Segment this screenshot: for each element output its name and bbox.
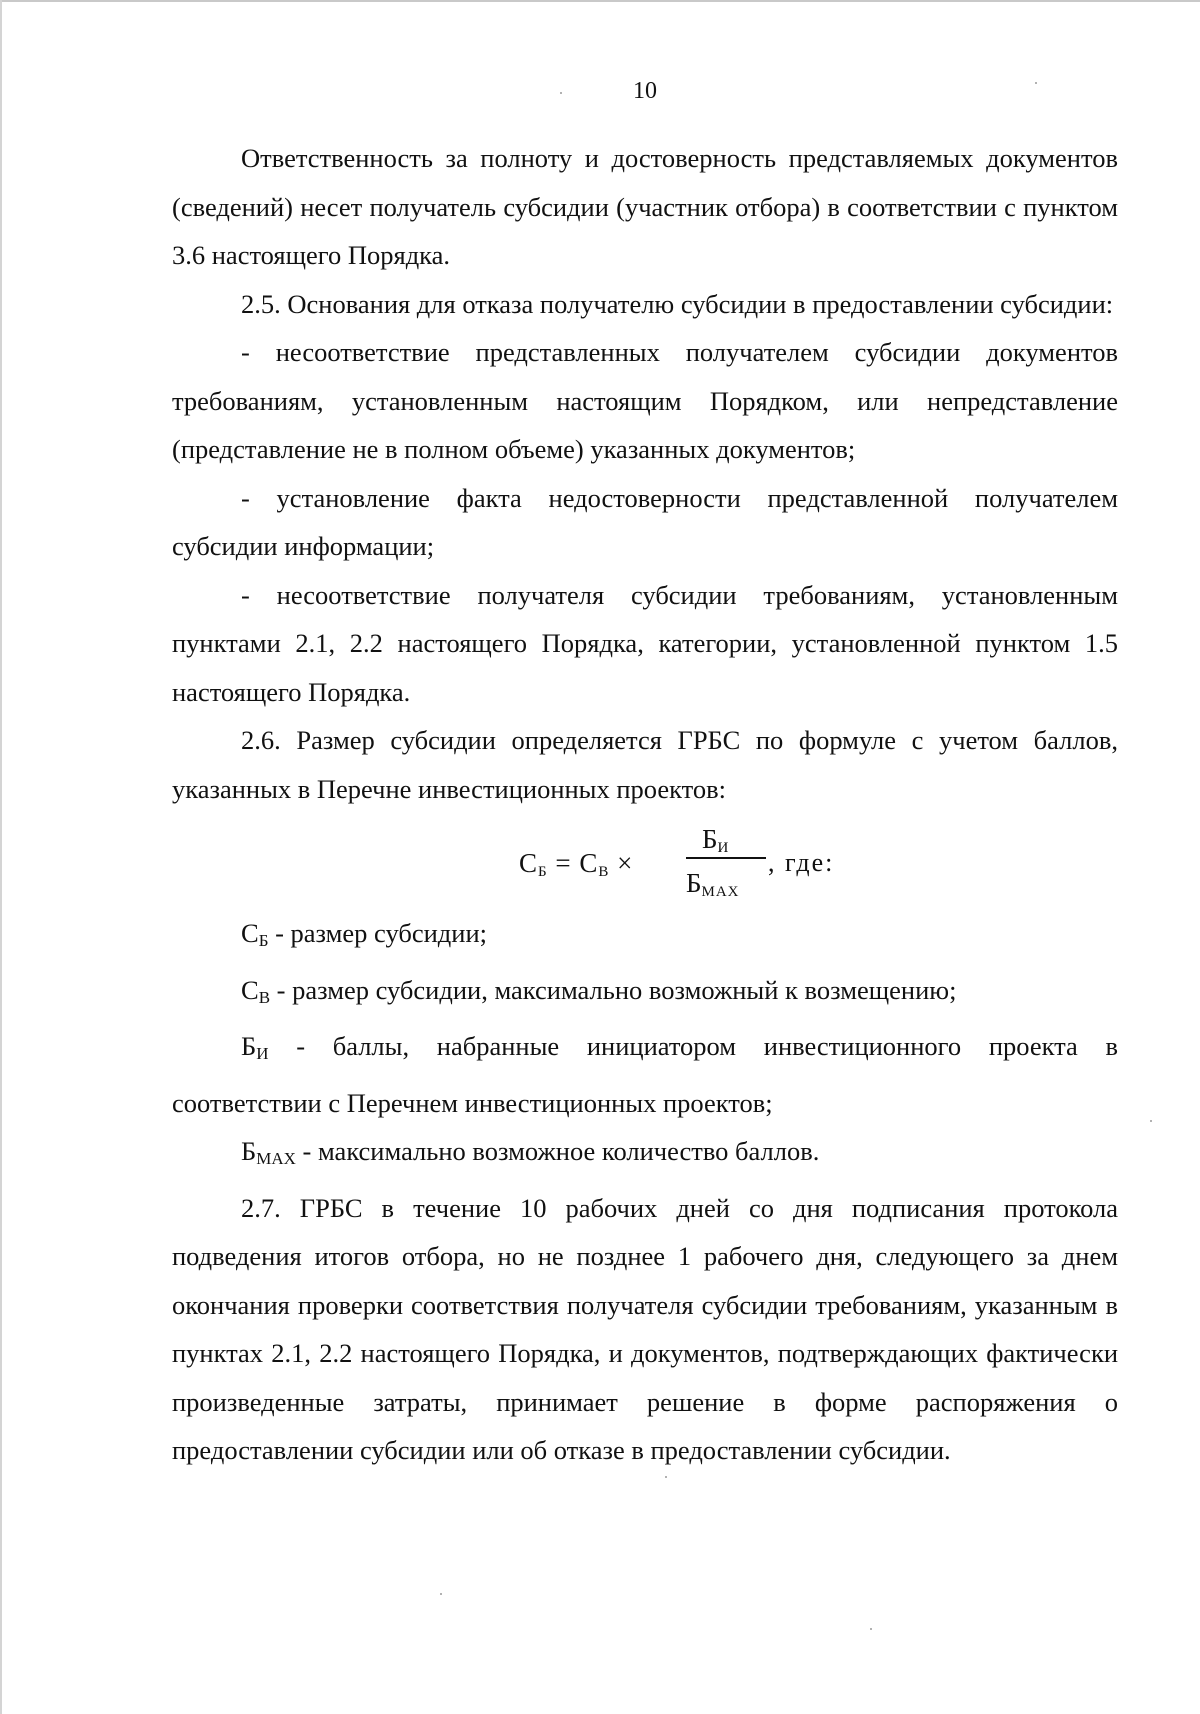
definition-bmax-symbol: Б [241, 1136, 257, 1166]
page-number: 10 [633, 78, 657, 104]
formula-denominator [686, 859, 740, 917]
definition-cv-symbol: С [241, 974, 259, 1005]
formula-fraction [684, 815, 766, 905]
list-item-recipient-mismatch: - несоответствие получателя субсидии требованиям, установленным пунктами 2.1, 2.2 настоящего Порядка, категории, установленной пунктом 1.5 настоящего Порядка. [172, 579, 1118, 707]
scan-edge-left [0, 0, 2, 1714]
definition-cb-subscript: Б [258, 931, 269, 950]
scan-edge-top [0, 0, 1200, 2]
scan-speck [665, 1476, 667, 1478]
definition-cb [172, 909, 1118, 966]
definition-bi-symbol: Б [241, 1031, 257, 1061]
definition-bi [172, 1022, 1118, 1127]
definition-bi-text: - баллы, набранные инициатором инвестиционного проекта в соответствии с Перечнем инвестиционных проектов; [172, 1031, 1118, 1118]
formula-cb-subscript: Б [538, 864, 548, 880]
formula-cv-symbol: С [579, 848, 599, 878]
definition-bmax-subscript: МАХ [256, 1149, 296, 1168]
formula-left-side [519, 839, 633, 897]
definition-cv-subscript: В [258, 987, 271, 1007]
formula-times: × [617, 848, 634, 878]
paragraph-2-6: 2.6. Размер субсидии определяется ГРБС по формуле с учетом баллов, указанных в Перечне инвестиционных проектов: [172, 725, 1118, 804]
scan-speck [560, 92, 562, 94]
document-body [172, 134, 1118, 1475]
paragraph-responsibility: Ответственность за полноту и достоверность представляемых документов (сведений) несет получатель субсидии (участник отбора) в соответствии с пунктом 3.6 настоящего Порядка. [172, 143, 1118, 270]
scan-speck [440, 1593, 442, 1595]
scan-speck [1150, 1120, 1152, 1122]
formula-equals: = [555, 848, 572, 878]
formula-bi-subscript: И [717, 840, 730, 856]
definition-bi-subscript: И [256, 1044, 269, 1063]
list-item-false-information: - установление факта недостоверности представленной получателем субсидии информации; [172, 482, 1118, 561]
formula-cv-subscript: В [598, 864, 610, 880]
definition-bmax-text: - максимально возможное количество баллов. [295, 1136, 820, 1166]
formula-where: , где: [768, 848, 835, 877]
definition-cb-symbol: С [241, 918, 259, 948]
definition-bmax [172, 1127, 1118, 1184]
scan-speck [870, 1628, 872, 1630]
formula-bi-symbol: Б [702, 824, 718, 854]
formula-bmax-subscript: МАХ [701, 884, 740, 900]
subsidy-formula [172, 813, 1118, 909]
definition-cb-text: - размер субсидии; [268, 918, 487, 948]
formula-bmax-symbol: Б [686, 868, 702, 898]
list-item-documents-mismatch: - несоответствие представленных получателем субсидии документов требованиям, установленным настоящим Порядком, или непредставление (представление не в полном объеме) указанных документов; [172, 337, 1118, 464]
formula-cb-symbol: С [519, 848, 539, 878]
paragraph-2-7: 2.7. ГРБС в течение 10 рабочих дней со дня подписания протокола подведения итогов отбора, но не позднее 1 рабочего дня, следующего за днем окончания проверки соответствия получателя субсидии требованиям, указанным в пунктах 2.1, 2.2 настоящего Порядка, и документов, подтверждающих фактически произведенные затраты, принимает решение в форме распоряжения о предоставлении субсидии или об отказе в предоставлении субсидии. [172, 1192, 1118, 1465]
paragraph-2-5: 2.5. Основания для отказа получателю субсидии в предоставлении субсидии: [241, 288, 1114, 319]
scan-speck [1035, 82, 1037, 84]
definition-cv-text: - размер субсидии, максимально возможный к возмещению; [270, 974, 957, 1005]
definition-cv [172, 966, 1118, 1023]
